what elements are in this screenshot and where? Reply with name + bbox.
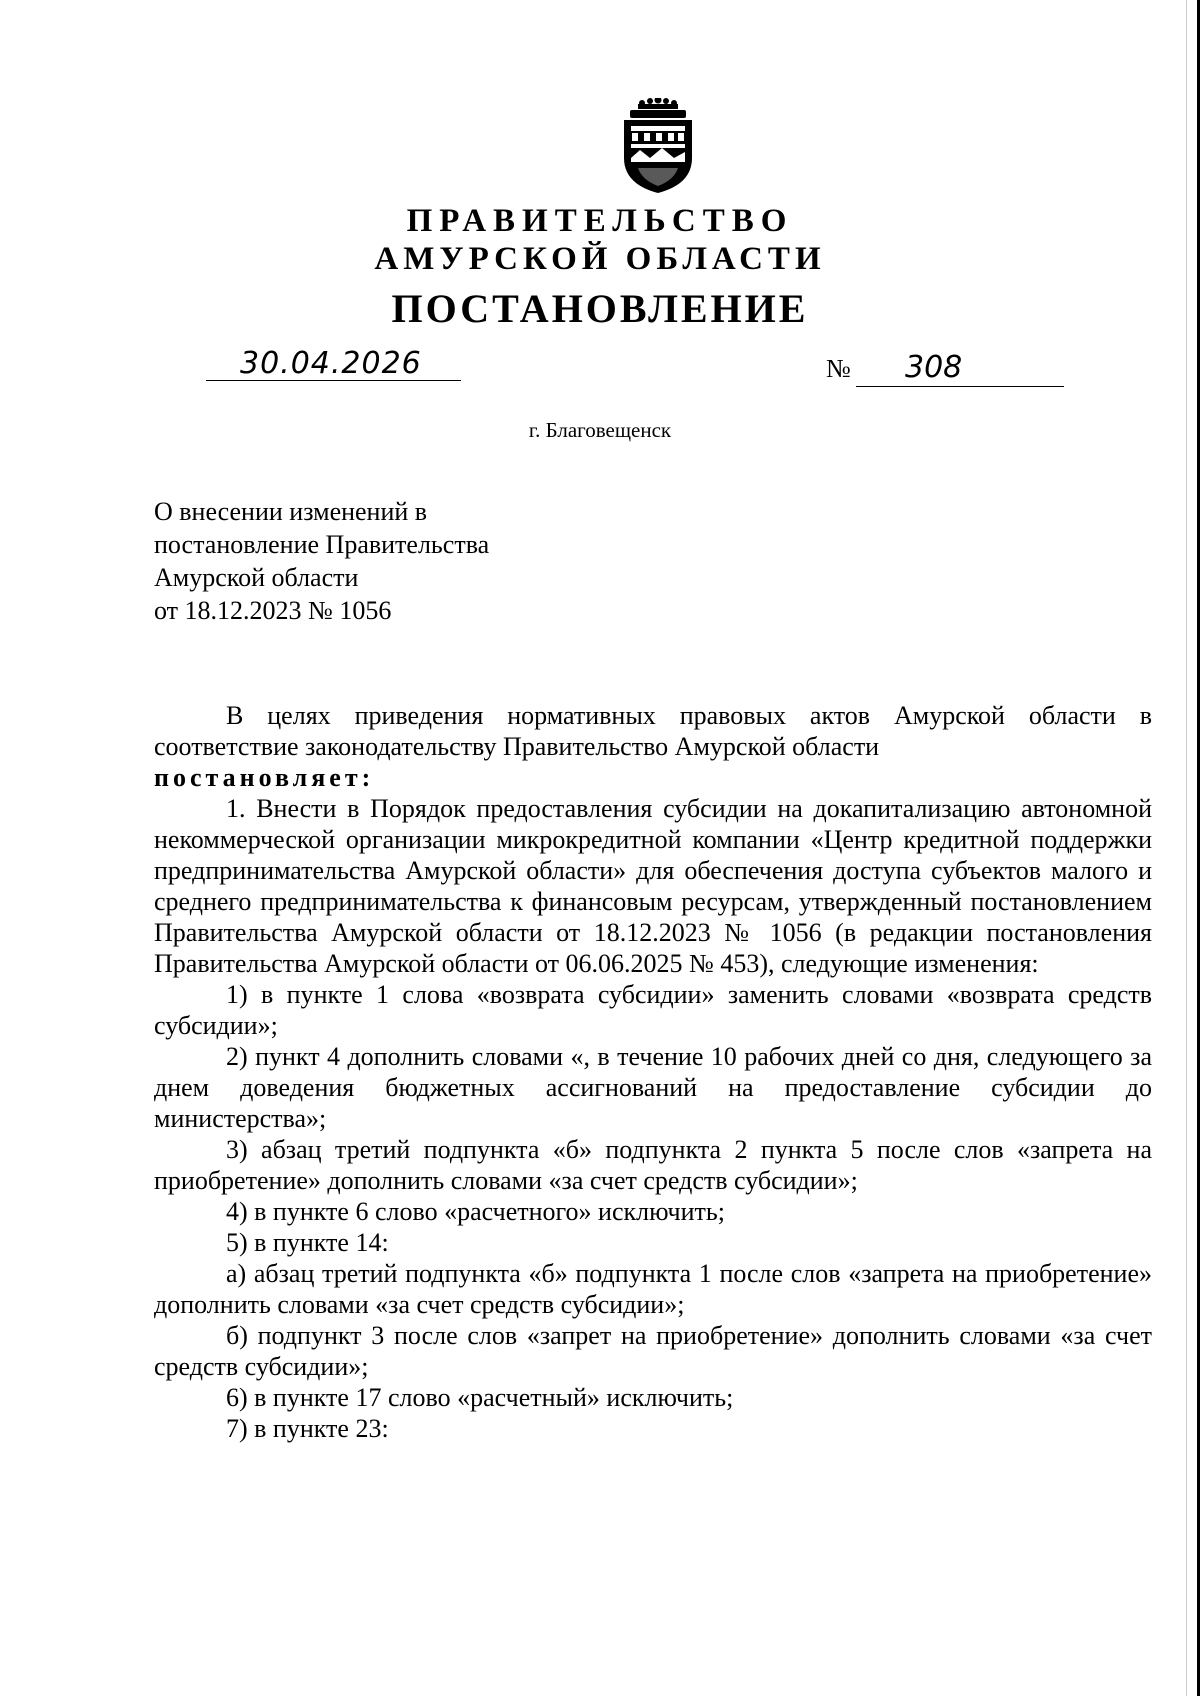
- subject-line: Амурской области: [154, 563, 359, 592]
- subject-line: О внесении изменений в: [154, 497, 428, 526]
- subject-line: от 18.12.2023 № 1056: [154, 596, 392, 625]
- subitem-5: 5) в пункте 14:: [226, 1228, 389, 1257]
- header-government: ПРАВИТЕЛЬСТВО: [406, 203, 794, 239]
- handwritten-date: 30.04.2026: [240, 346, 422, 381]
- subitem-7: 7) в пункте 23:: [226, 1414, 389, 1443]
- decree-word: постановляет:: [154, 763, 375, 792]
- document-subject: [154, 495, 489, 627]
- document-type-title: ПОСТАНОВЛЕНИЕ: [391, 286, 809, 331]
- subitem-4: 4) в пункте 6 слово «расчетного» исключить;: [226, 1197, 725, 1226]
- number-sign: №: [826, 354, 851, 383]
- intro-paragraph: В целях приведения нормативных правовых актов Амурской области в соответствие законодательству Правительство Амурской области: [154, 701, 1152, 761]
- date-underline: [206, 380, 461, 381]
- header-region: АМУРСКОЙ ОБЛАСТИ: [374, 241, 826, 277]
- handwritten-number: 308: [905, 350, 963, 385]
- subitem-5a: а) абзац третий подпункта «б» подпункта 1 после слов «запрета на приобретение» дополнить словами «за счет средств субсидии»;: [154, 1259, 1152, 1319]
- document-body: [154, 700, 1152, 1444]
- subitem-2: 2) пункт 4 дополнить словами «, в течение 10 рабочих дней со дня, следующего за днем доведения бюджетных ассигнований на предоставление субсидии до министерства»;: [154, 1042, 1152, 1133]
- subject-line: постановление Правительства: [154, 530, 490, 559]
- subitem-5b: б) подпункт 3 после слов «запрет на приобретение» дополнить словами «за счет средств субсидии»;: [154, 1321, 1152, 1381]
- city-line: г. Благовещенск: [528, 418, 672, 442]
- subitem-1: 1) в пункте 1 слова «возврата субсидии» заменить словами «возврата средств субсидии»;: [154, 980, 1152, 1040]
- number-underline: [856, 386, 1064, 387]
- subitem-6: 6) в пункте 17 слово «расчетный» исключить;: [226, 1383, 734, 1412]
- subitem-3: 3) абзац третий подпункта «б» подпункта 2 пункта 5 после слов «запрета на приобретение» дополнить словами «за счет средств субсидии»;: [154, 1135, 1152, 1195]
- item-1-paragraph: 1. Внести в Порядок предоставления субсидии на докапитализацию автономной некоммерческой организации микрокредитной компании «Центр кредитной поддержки предпринимательства Амурской области» для обеспечения доступа субъектов малого и среднего предпринимательства к финансовым ресурсам, утвержденный постановлением Правительства Амурской области от 18.12.2023 № 1056 (в редакции постановления Правительства Амурской области от 06.06.2025 № 453), следующие изменения:: [154, 794, 1152, 978]
- coat-of-arms-emblem-icon: [616, 98, 700, 194]
